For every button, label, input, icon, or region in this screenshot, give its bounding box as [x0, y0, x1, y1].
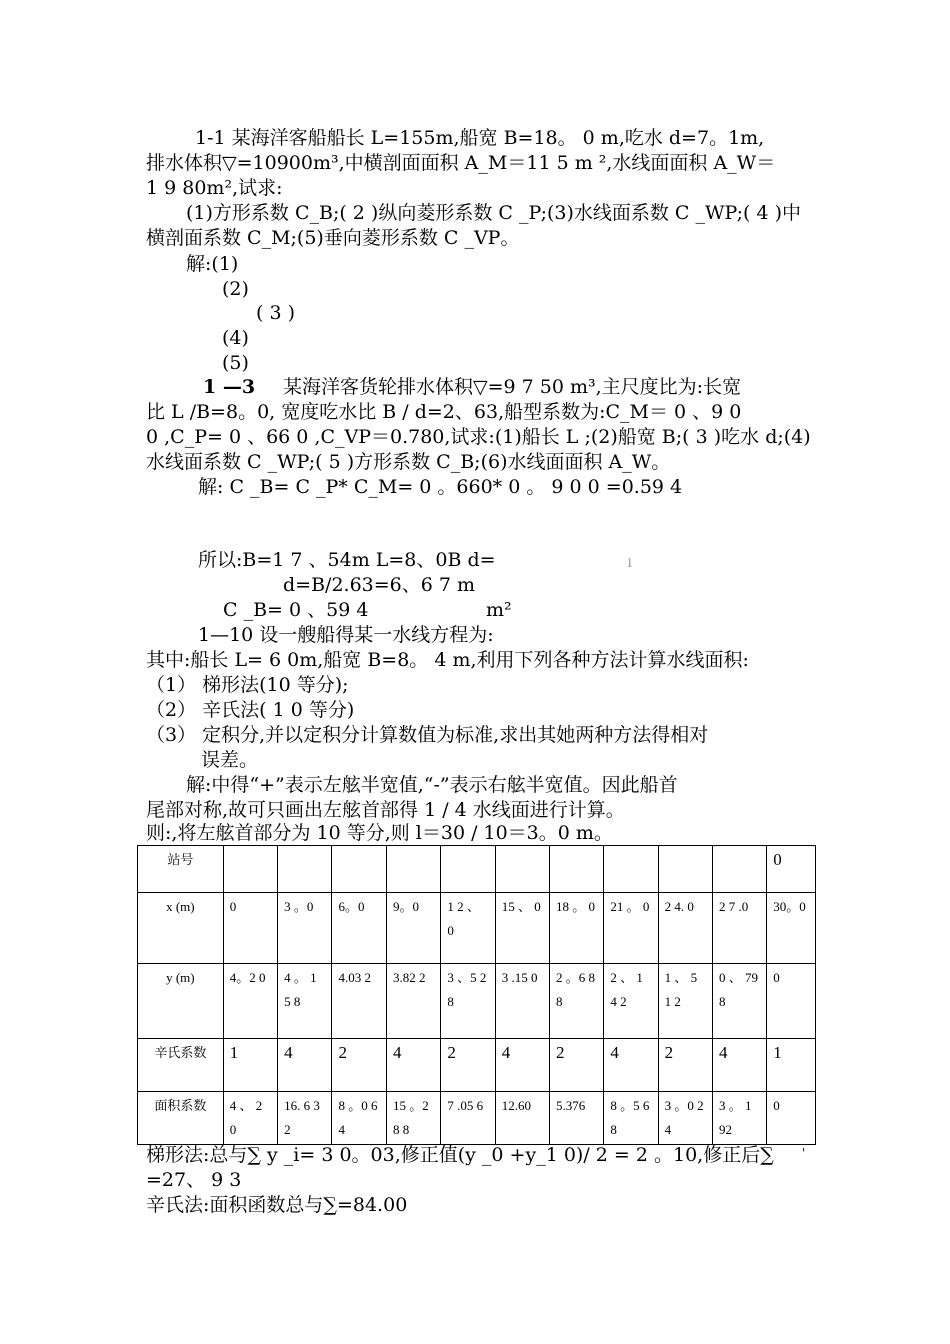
text-line: 解:中得“+”表示左舷半宽值,“-”表示右舷半宽值。因此船首	[186, 774, 678, 796]
text-line: 其中:船长 L= 6 0m,船宽 B=8。 4 m,利用下列各种方法计算水线面积:	[146, 649, 749, 671]
text-line: 某海洋客货轮排水体积▽=9 7 50 m³,主尺度比为:长宽	[283, 376, 742, 398]
table-cell: 2	[332, 1039, 386, 1092]
text-line: 尾部对称,故可只画出左舷首部得 1 / 4 水线面进行计算。	[146, 799, 625, 821]
table-cell: 18 。 0	[550, 893, 604, 964]
table-cell	[332, 846, 386, 893]
table-cell: 2	[658, 1039, 712, 1092]
table-cell	[223, 846, 277, 893]
table-cell: 3 。0 2 4	[658, 1092, 712, 1145]
table-cell	[712, 846, 766, 893]
table-cell	[386, 846, 440, 893]
table-cell: 2	[441, 1039, 495, 1092]
table-cell: 3 .15 0	[495, 964, 549, 1039]
row-header: 辛氏系数	[138, 1039, 224, 1092]
table-cell: 4	[495, 1039, 549, 1092]
text-line: (1)方形系数 C_B;( 2 )纵向菱形系数 C _P;(3)水线面系数 C _WP;( 4 )中	[186, 202, 802, 224]
text-line: 解: C _B= C _P* C_M= 0 。660* 0 。 9 0 0 =0.59 4	[198, 476, 683, 498]
table-cell: 4	[386, 1039, 440, 1092]
stray-mark: l	[628, 557, 632, 570]
text-line: 1‐1 某海洋客船船长 L=155m,船宽 B=18。 0 m,吃水 d=7。1m,	[195, 127, 765, 149]
list-item: （2） 辛氏法( 1 0 等分)	[146, 699, 355, 721]
solution-step: (4)	[222, 327, 249, 349]
table-cell: 4	[604, 1039, 658, 1092]
table-cell: 3 。0	[278, 893, 332, 964]
table-cell: 2 、 1 4 2	[604, 964, 658, 1039]
text-line: 0 ,C_P= 0 、66 0 ,C_VP＝0.780,试求:(1)船长 L ;(2)船宽 B;( 3 )吃水 d;(4)	[146, 426, 811, 448]
table-cell	[278, 846, 332, 893]
text-line: 1 9 80m²,试求:	[146, 177, 283, 199]
unit-text: m²	[486, 599, 512, 621]
text-line: d=B/2.63=6、6 7 m	[283, 574, 476, 596]
table-cell: 4。2 0	[223, 964, 277, 1039]
table-cell: 16. 6 3 2	[278, 1092, 332, 1145]
table-cell: 0 、 79 8	[712, 964, 766, 1039]
solution-label: 解:(1)	[186, 253, 239, 275]
table-cell: 4.03 2	[332, 964, 386, 1039]
text-line: 排水体积▽=10900m³,中横剖面面积 A_M＝11 5 m ²,水线面面积 A_W＝	[146, 152, 776, 174]
row-header: y (m)	[138, 964, 224, 1039]
problem-number: 1 —3	[203, 376, 256, 398]
text-line: 比 L /B=8。0, 宽度吃水比 B / d=2、63,船型系数为:C_M＝ 0 、9 0	[146, 401, 742, 423]
row-header: 站号	[138, 846, 224, 893]
table-cell: 0	[223, 893, 277, 964]
table-cell: 21 。 0	[604, 893, 658, 964]
table-cell	[658, 846, 712, 893]
text-line: 1—10 设一艘船得某一水线方程为:	[198, 624, 494, 646]
table-cell: 9。0	[386, 893, 440, 964]
solution-step: (2)	[222, 278, 249, 300]
table-cell: 2	[550, 1039, 604, 1092]
table-cell	[550, 846, 604, 893]
table-cell: 1	[223, 1039, 277, 1092]
list-item: （1） 梯形法(10 等分);	[146, 674, 349, 696]
row-header: x (m)	[138, 893, 224, 964]
table-row	[138, 846, 816, 893]
table-cell: 4 、 2 0	[223, 1092, 277, 1145]
table-cell: 3 、5 28	[441, 964, 495, 1039]
table-cell: 15 、 0	[495, 893, 549, 964]
table-cell: 1 2 、 0	[441, 893, 495, 964]
calculation-table	[137, 845, 816, 1145]
table-cell: 4	[712, 1039, 766, 1092]
stray-mark: '	[802, 1146, 806, 1160]
solution-step: ( 3 )	[256, 302, 295, 324]
table-cell: 15 。2 8 8	[386, 1092, 440, 1145]
table-row	[138, 1039, 816, 1092]
table-cell: 2 7 .0	[712, 893, 766, 964]
list-item: （3） 定积分,并以定积分计算数值为标准,求出其她两种方法得相对	[146, 724, 709, 746]
table-cell	[441, 846, 495, 893]
table-cell: 3 。 1 92	[712, 1092, 766, 1145]
table-row	[138, 964, 816, 1039]
table-cell: 1 、 5 1 2	[658, 964, 712, 1039]
table-cell: 8 。5 68	[604, 1092, 658, 1145]
text-line: 横剖面系数 C_M;(5)垂向菱形系数 C _VP。	[146, 227, 520, 249]
table-cell: 4 。 1 5 8	[278, 964, 332, 1039]
text-line: 辛氏法:面积函数总与∑=84.00	[146, 1194, 408, 1216]
text-line: =27、 9 3	[146, 1169, 242, 1191]
row-header: 面积系数	[138, 1092, 224, 1145]
table-cell: 0	[767, 964, 816, 1039]
text-line: C _B= 0 、59 4	[223, 599, 369, 621]
table-cell: 12.60	[495, 1092, 549, 1145]
table-cell: 0	[767, 1092, 816, 1145]
table-cell: 7 .05 6	[441, 1092, 495, 1145]
table-cell: 2 。6 88	[550, 964, 604, 1039]
list-item-continued: 误差。	[201, 749, 259, 771]
table-cell	[604, 846, 658, 893]
table-row	[138, 1092, 816, 1145]
table-cell: 1	[767, 1039, 816, 1092]
table-cell: 6。0	[332, 893, 386, 964]
table-cell	[495, 846, 549, 893]
table-cell: 4	[278, 1039, 332, 1092]
text-line: 水线面系数 C _WP;( 5 )方形系数 C_B;(6)水线面面积 A_W。	[146, 451, 671, 473]
text-line: 所以:B=1 7 、54m L=8、0B d=	[198, 549, 496, 571]
table-cell: 8 。0 6 4	[332, 1092, 386, 1145]
table-cell: 2 4. 0	[658, 893, 712, 964]
table-cell: 30。0	[767, 893, 816, 964]
table-cell: 0	[767, 846, 816, 893]
text-line: 梯形法:总与∑ y _i= 3 0。03,修正值(y _0 +y_1 0)/ 2 = 2 。10,修正后∑	[146, 1144, 774, 1166]
table-cell: 3.82 2	[386, 964, 440, 1039]
table-cell: 5.376	[550, 1092, 604, 1145]
table-row	[138, 893, 816, 964]
text-line: 则:,将左舷首部分为 10 等分,则 l＝30 / 10＝3。0 m。	[146, 822, 613, 844]
solution-step: (5)	[222, 352, 249, 374]
